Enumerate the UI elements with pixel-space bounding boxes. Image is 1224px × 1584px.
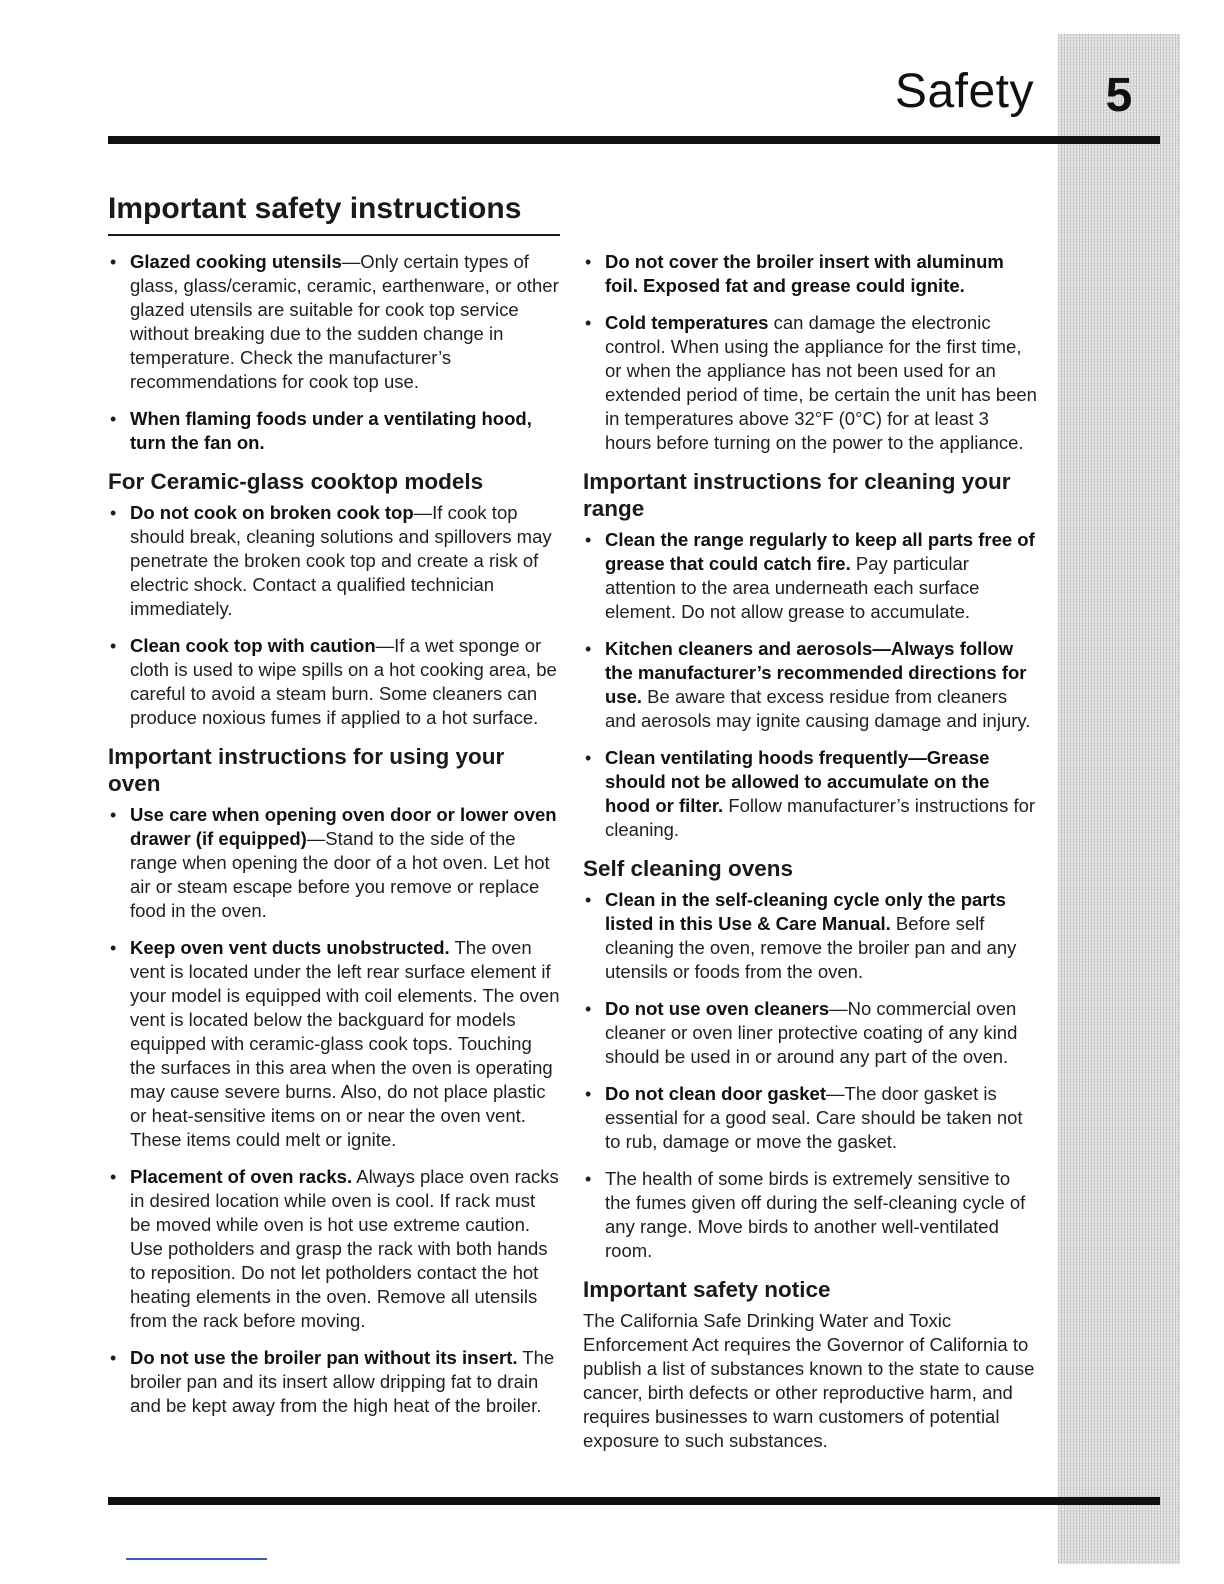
list-item (108, 1346, 560, 1418)
footer-rule (108, 1497, 1160, 1505)
item-text: Pay particular attention to the area underneath each surface element. Do not allow grease to accumulate. (605, 553, 980, 622)
list-item (108, 1165, 560, 1333)
section-title: Safety (894, 65, 1034, 118)
list-item (583, 311, 1038, 455)
item-text: —No commercial oven cleaner or oven liner protective coating of any kind should be used in or around any part of the oven. (605, 998, 1018, 1067)
item-text: The broiler pan and its insert allow dripping fat to drain and be kept away from the high heat of the broiler. (130, 1347, 555, 1416)
list-item (108, 501, 560, 621)
item-bold-lead: Clean the range regularly to keep all parts free of grease that could catch fire. (605, 529, 1035, 574)
item-bold-lead: When flaming foods under a ventilating hood, turn the fan on. (130, 408, 532, 453)
item-bold-lead: Clean cook top with caution (130, 635, 376, 656)
item-bold-lead: Kitchen cleaners and aerosols—Always follow the manufacturer’s recommended directions for use. (605, 638, 1027, 707)
bullet-icon: • (585, 748, 592, 768)
page-heading: Important safety instructions (108, 192, 560, 236)
oven-list (108, 803, 560, 1418)
bullet-icon: • (110, 409, 117, 429)
ceramic-list (108, 501, 560, 730)
self-cleaning-heading: Self cleaning ovens (583, 856, 794, 881)
oven-heading: Important instructions for using your oven (108, 744, 505, 796)
list-item (583, 528, 1038, 624)
safety-notice-heading: Important safety notice (583, 1277, 831, 1302)
item-text: —If cook top should break, cleaning solutions and spillovers may penetrate the broken cook top and create a risk of electric shock. Contact a qualified technician immediately. (130, 502, 552, 619)
cleaning-list (583, 528, 1038, 842)
item-text: Before self cleaning the oven, remove the broiler pan and any utensils or foods from the oven. (605, 913, 1017, 982)
item-bold-lead: Placement of oven racks. (130, 1166, 353, 1187)
left-column (108, 250, 560, 1431)
bullet-icon: • (110, 636, 117, 656)
bullet-icon: • (585, 1169, 592, 1189)
list-item (583, 746, 1038, 842)
bullet-icon: • (585, 252, 592, 272)
left-intro-list (108, 250, 560, 455)
self-cleaning-list (583, 888, 1038, 1263)
list-item (108, 803, 560, 923)
item-text: can damage the electronic control. When using the appliance for the first time, or when the appliance has not been used for an extended period of time, be certain the unit has been in temperatures above 32°F (0°C) for at least 3 hours before turning on the power to the appliance. (605, 312, 1037, 453)
list-item (583, 888, 1038, 984)
bullet-icon: • (110, 805, 117, 825)
list-item (583, 1082, 1038, 1154)
item-bold-lead: Do not use oven cleaners (605, 998, 830, 1019)
item-bold-lead: Keep oven vent ducts unobstructed. (130, 937, 450, 958)
item-text: The oven vent is located under the left rear surface element if your model is equipped with coil elements. The oven vent is located below the backguard for models equipped with ceramic-glass cook tops. Touching the surfaces in this area when the oven is operating may cause severe burns. Also, do not place plastic or heat-sensitive items on or near the oven vent. These items could melt or ignite. (130, 937, 560, 1150)
list-item (583, 1167, 1038, 1263)
bullet-icon: • (110, 503, 117, 523)
list-item (583, 637, 1038, 733)
bullet-icon: • (110, 252, 117, 272)
item-text: Follow manufacturer’s instructions for cleaning. (605, 795, 1036, 840)
bullet-icon: • (585, 530, 592, 550)
item-bold-lead: Cold temperatures (605, 312, 769, 333)
item-bold-lead: Do not use the broiler pan without its insert. (130, 1347, 518, 1368)
item-text: Be aware that excess residue from cleaners and aerosols may ignite causing damage and injury. (605, 686, 1031, 731)
list-item (108, 250, 560, 394)
footer-link-underline (126, 1558, 267, 1560)
item-bold-lead: Do not clean door gasket (605, 1083, 827, 1104)
list-item (108, 936, 560, 1152)
item-text: —If a wet sponge or cloth is used to wipe spills on a hot cooking area, be careful to avoid a steam burn. Some cleaners can produce noxious fumes if applied to a hot surface. (130, 635, 557, 728)
item-text: —The door gasket is essential for a good seal. Care should be taken not to rub, damage or move the gasket. (605, 1083, 1023, 1152)
item-bold-lead: Clean in the self-cleaning cycle only the parts listed in this Use & Care Manual. (605, 889, 1006, 934)
item-text: —Stand to the side of the range when opening the door of a hot oven. Let hot air or steam escape before you remove or replace food in the oven. (130, 828, 550, 921)
bullet-icon: • (585, 890, 592, 910)
right-column (583, 250, 1038, 1453)
list-item (108, 407, 560, 455)
bullet-icon: • (585, 313, 592, 333)
header-rule (108, 136, 1160, 144)
list-item (108, 634, 560, 730)
bullet-icon: • (110, 1348, 117, 1368)
page-tab-strip (1058, 34, 1180, 1564)
page-number: 5 (1105, 69, 1133, 122)
item-bold-lead: Glazed cooking utensils (130, 251, 342, 272)
ceramic-heading: For Ceramic-glass cooktop models (108, 469, 484, 494)
item-bold-lead: Use care when opening oven door or lower oven drawer (if equipped) (130, 804, 557, 849)
list-item (583, 250, 1038, 298)
cleaning-heading: Important instructions for cleaning your range (583, 469, 1011, 521)
bullet-icon: • (585, 1084, 592, 1104)
item-bold-lead: Do not cook on broken cook top (130, 502, 414, 523)
right-intro-list (583, 250, 1038, 455)
list-item (583, 997, 1038, 1069)
bullet-icon: • (585, 999, 592, 1019)
item-bold-lead: Do not cover the broiler insert with aluminum foil. Exposed fat and grease could ignite. (605, 251, 1004, 296)
item-text: The health of some birds is extremely sensitive to the fumes given off during the self-cleaning cycle of any range. Move birds to another well-ventilated room. (605, 1168, 1026, 1261)
item-text: Always place oven racks in desired location while oven is cool. If rack must be moved while oven is hot use extreme caution. Use potholders and grasp the rack with both hands to reposition. Do not let potholders contact the hot heating elements in the oven. Remove all utensils from the rack before moving. (130, 1166, 559, 1331)
bullet-icon: • (110, 938, 117, 958)
safety-notice-text: The California Safe Drinking Water and Toxic Enforcement Act requires the Governor of California to publish a list of substances known to the state to cause cancer, birth defects or other reproductive harm, and requires businesses to warn customers of potential exposure to such substances. (583, 1310, 1035, 1451)
item-bold-lead: Clean ventilating hoods frequently—Grease should not be allowed to accumulate on the hood or filter. (605, 747, 990, 816)
bullet-icon: • (585, 639, 592, 659)
item-text: —Only certain types of glass, glass/ceramic, ceramic, earthenware, or other glazed utensils are suitable for cook top service without breaking due to the sudden change in temperature. Check the manufacturer’s recommendations for cook top use. (130, 251, 559, 392)
bullet-icon: • (110, 1167, 117, 1187)
